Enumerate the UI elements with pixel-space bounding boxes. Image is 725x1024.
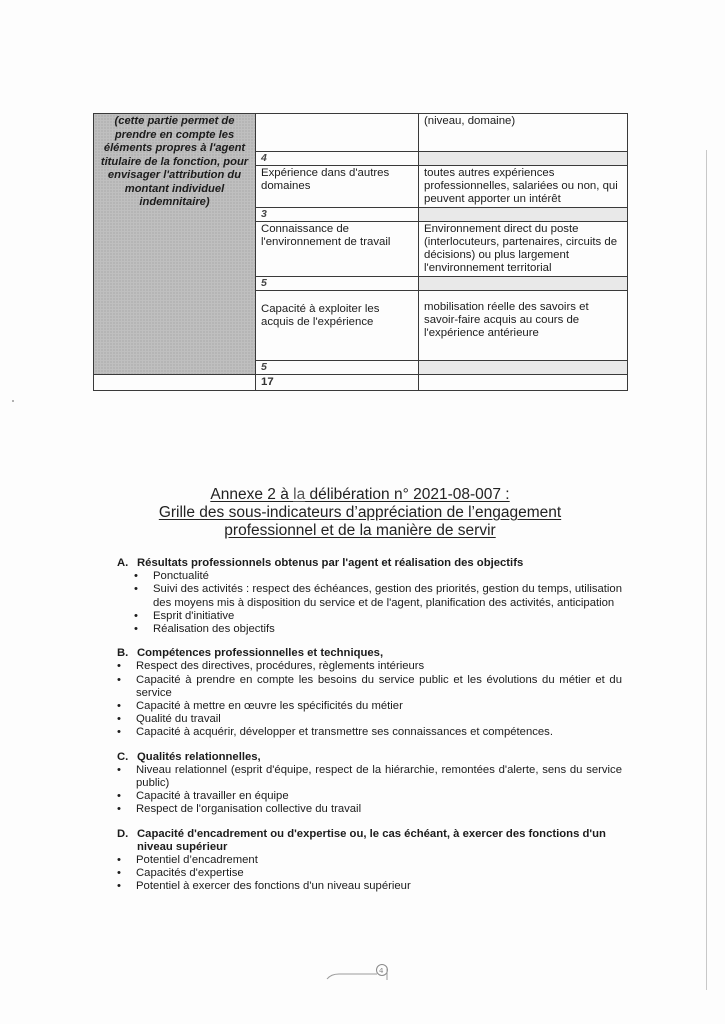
score-bar: [419, 361, 628, 375]
list-item: • Capacités d'expertise: [117, 867, 244, 880]
description-cell: Environnement direct du poste (interlocuteurs, partenaires, circuits de décisions) ou plus largement l'environnement territorial: [419, 222, 628, 277]
bullet-icon: •: [134, 623, 138, 636]
page-number-scribble-icon: [325, 960, 395, 982]
table-row: [94, 114, 628, 152]
bullet-list: [117, 570, 622, 636]
criterion-cell: Expérience dans d'autres domaines: [256, 166, 419, 208]
section-heading: A. Résultats professionnels obtenus par l'agent et réalisation des objectifs: [117, 557, 524, 569]
total-row: [94, 375, 628, 391]
section-b: [117, 647, 622, 739]
list-item: • Capacité à prendre en compte les besoins du service public et les évolutions du métier et du service: [117, 673, 622, 699]
description-cell: mobilisation réelle des savoirs et savoir-faire acquis au cours de l'expérience antérieure: [419, 291, 628, 361]
bullet-icon: •: [117, 726, 121, 739]
list-item: • Capacité à travailler en équipe: [117, 790, 289, 803]
bullet-icon: •: [134, 583, 138, 596]
list-item: • Ponctualité: [134, 570, 209, 583]
list-item: • Esprit d'initiative: [134, 609, 235, 622]
section-d: [117, 828, 622, 894]
criterion-cell: [256, 114, 419, 152]
total-score: 17: [256, 375, 419, 391]
list-item: • Capacité à acquérir, développer et transmettre ses connaissances et compétences.: [117, 726, 553, 739]
empty-cell: [94, 375, 256, 391]
section-heading: B. Compétences professionnelles et techniques,: [117, 647, 384, 660]
annex-heading-line-3: professionnel et de la manière de servir: [224, 522, 496, 539]
bullet-list: [117, 854, 622, 894]
section-c: [117, 751, 622, 817]
bullet-icon: •: [134, 570, 138, 583]
score-cell: 3: [256, 208, 419, 222]
bullet-icon: •: [117, 880, 121, 893]
indicator-sections: [117, 557, 622, 905]
score-cell: 5: [256, 361, 419, 375]
bullet-icon: •: [117, 763, 121, 776]
annex-heading-line-1: Annexe 2 à la délibération n° 2021-08-007 :: [210, 486, 510, 503]
list-item: • Réalisation des objectifs: [134, 623, 275, 636]
score-bar: [419, 277, 628, 291]
description-cell: (niveau, domaine): [419, 114, 628, 152]
score-cell: 5: [256, 277, 419, 291]
section-heading: C. Qualités relationnelles,: [117, 750, 261, 763]
bullet-list: [117, 764, 622, 817]
list-item: • Potentiel à exercer des fonctions d'un niveau supérieur: [117, 880, 411, 893]
empty-cell: [419, 375, 628, 391]
bullet-list: [117, 660, 622, 739]
list-item: • Respect des directives, procédures, règlements intérieurs: [117, 660, 425, 673]
bullet-icon: •: [117, 660, 121, 673]
bullet-icon: •: [117, 790, 121, 803]
list-item: • Capacité à mettre en œuvre les spécificités du métier: [117, 700, 403, 713]
svg-text:4: 4: [379, 967, 384, 975]
annex-title: [93, 486, 627, 540]
list-item: • Respect de l'organisation collective du travail: [117, 803, 362, 816]
bullet-icon: •: [117, 867, 121, 880]
section-a: [117, 557, 622, 636]
score-cell: 4: [256, 152, 419, 166]
shaded-note-cell: (cette partie permet de prendre en compte les éléments propres à l'agent titulaire de la fonction, pour envisager l'attribution du montant individuel indemnitaire): [94, 114, 256, 375]
handwritten-page-mark: [325, 960, 395, 987]
bullet-icon: •: [117, 673, 121, 686]
score-bar: [419, 152, 628, 166]
scan-edge-line: [706, 150, 707, 990]
bullet-icon: •: [117, 803, 121, 816]
score-bar: [419, 208, 628, 222]
scan-speck: [12, 400, 14, 402]
criterion-cell: Capacité à exploiter les acquis de l'expérience: [256, 291, 419, 361]
criterion-cell: Connaissance de l'environnement de travail: [256, 222, 419, 277]
criteria-table: [93, 113, 628, 391]
list-item: • Niveau relationnel (esprit d'équipe, respect de la hiérarchie, remontées d'alerte, sens du service public): [117, 763, 622, 790]
bullet-icon: •: [117, 700, 121, 713]
list-item: • Qualité du travail: [117, 713, 221, 726]
bullet-icon: •: [134, 609, 138, 622]
section-heading: D. Capacité d'encadrement ou d'expertise ou, le cas échéant, à exercer des fonctions d'un niveau supérieur: [117, 827, 606, 853]
list-item: • Suivi des activités : respect des échéances, gestion des priorités, gestion du temps, utilisation des moyens mis à disposition du service et de l'agent, planification des activités, anticipation: [134, 583, 622, 609]
description-cell: toutes autres expériences professionnelles, salariées ou non, qui peuvent apporter un intérêt: [419, 166, 628, 208]
annex-heading-line-2: Grille des sous-indicateurs d’appréciation de l’engagement: [158, 504, 562, 521]
bullet-icon: •: [117, 854, 121, 867]
list-item: • Potentiel d’encadrement: [117, 854, 258, 867]
bullet-icon: •: [117, 713, 121, 726]
